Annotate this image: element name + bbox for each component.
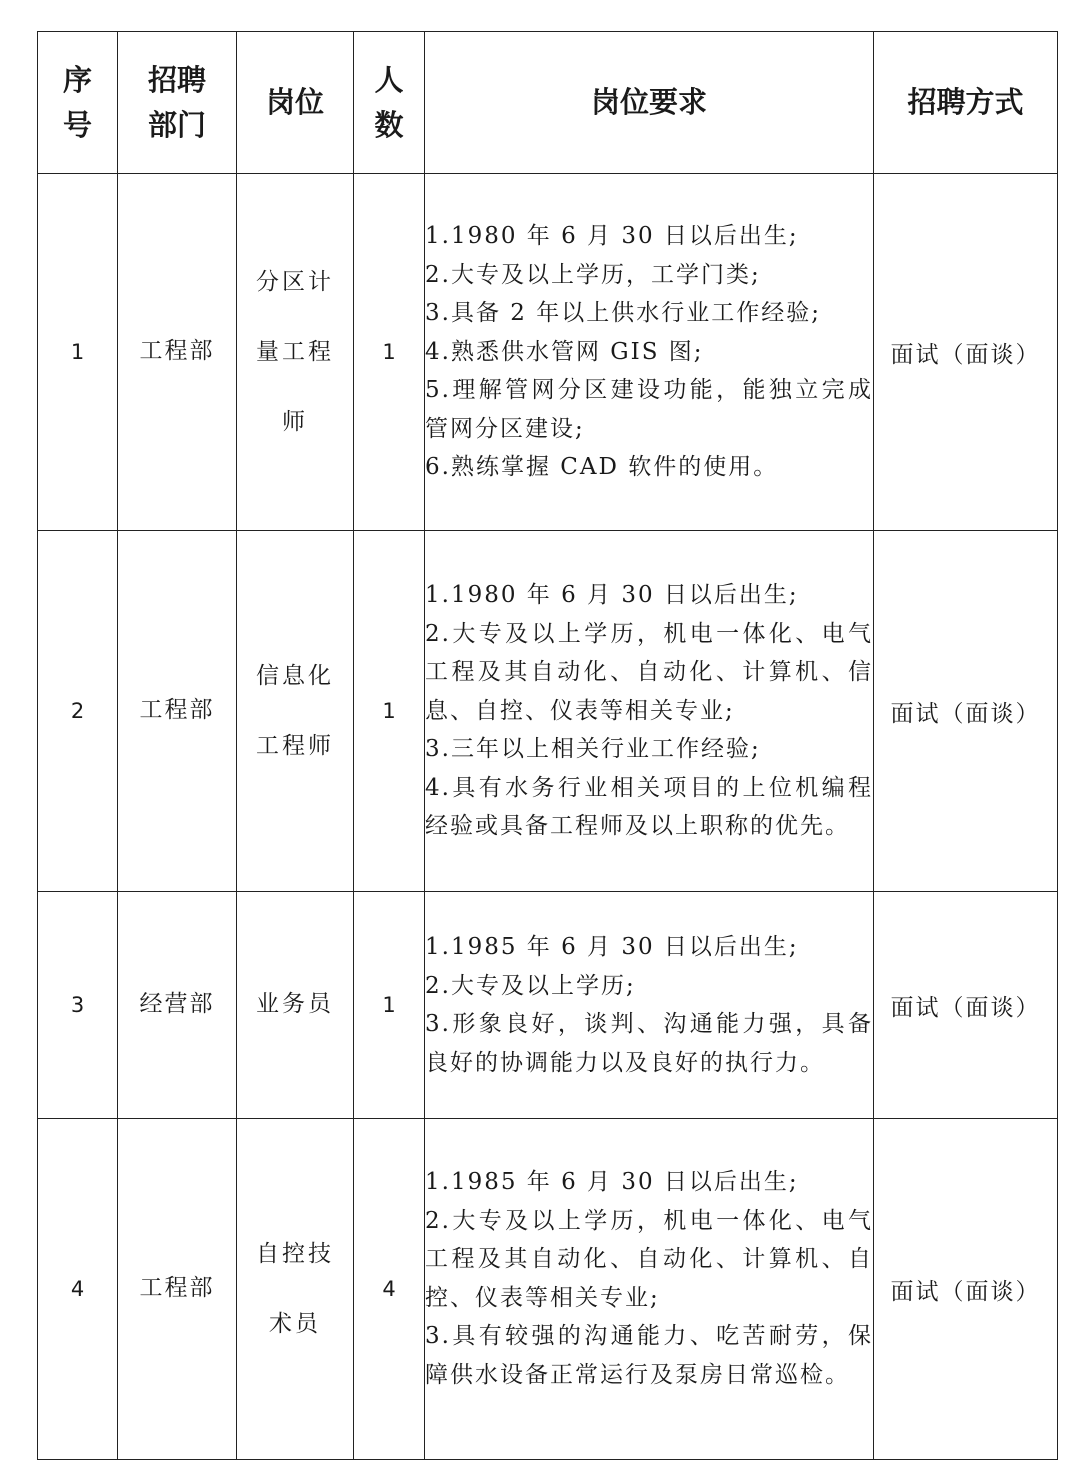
row-dept: 经营部 bbox=[118, 892, 237, 1119]
row-method: 面试（面谈） bbox=[874, 174, 1058, 531]
header-requirements: 岗位要求 bbox=[425, 32, 874, 174]
header-method: 招聘方式 bbox=[874, 32, 1058, 174]
row-position: 业务员 bbox=[237, 892, 354, 1119]
requirement-item: 3.三年以上相关行业工作经验; bbox=[425, 736, 761, 763]
table-row bbox=[38, 174, 1058, 531]
row-count: 1 bbox=[354, 174, 425, 531]
row-requirements bbox=[425, 1119, 874, 1460]
requirement-item: 3.具备 2 年以上供水行业工作经验; bbox=[425, 300, 821, 327]
row-no: 2 bbox=[38, 531, 118, 892]
header-row bbox=[38, 32, 1058, 174]
row-requirements bbox=[425, 892, 874, 1119]
row-method: 面试（面谈） bbox=[874, 1119, 1058, 1460]
row-dept: 工程部 bbox=[118, 174, 237, 531]
row-position: 分区计量工程师 bbox=[237, 174, 354, 531]
requirement-item: 2.大专及以上学历，工学门类; bbox=[425, 261, 761, 288]
row-count: 1 bbox=[354, 531, 425, 892]
requirement-item: 1.1980 年 6 月 30 日以后出生; bbox=[425, 223, 799, 250]
row-no: 1 bbox=[38, 174, 118, 531]
row-count: 1 bbox=[354, 892, 425, 1119]
requirement-item: 3.具有较强的沟通能力、吃苦耐劳，保障供水设备正常运行及泵房日常巡检。 bbox=[425, 1323, 873, 1388]
row-position: 自控技术员 bbox=[237, 1119, 354, 1460]
row-requirements bbox=[425, 174, 874, 531]
row-requirements bbox=[425, 531, 874, 892]
requirement-item: 2.大专及以上学历，机电一体化、电气工程及其自动化、自动化、计算机、信息、自控、仪表等相关专业; bbox=[425, 620, 873, 724]
requirement-item: 4.熟悉供水管网 GIS 图; bbox=[425, 338, 704, 365]
requirement-item: 2.大专及以上学历; bbox=[425, 972, 636, 999]
row-dept: 工程部 bbox=[118, 1119, 237, 1460]
row-no: 4 bbox=[38, 1119, 118, 1460]
requirement-item: 6.熟练掌握 CAD 软件的使用。 bbox=[425, 454, 779, 481]
header-count: 人数 bbox=[354, 32, 425, 174]
table-row bbox=[38, 531, 1058, 892]
requirement-item: 5.理解管网分区建设功能，能独立完成管网分区建设; bbox=[425, 377, 873, 442]
row-count: 4 bbox=[354, 1119, 425, 1460]
row-dept: 工程部 bbox=[118, 531, 237, 892]
header-dept: 招聘部门 bbox=[118, 32, 237, 174]
recruitment-table bbox=[37, 31, 1058, 1460]
requirement-item: 1.1980 年 6 月 30 日以后出生; bbox=[425, 582, 799, 609]
table-row bbox=[38, 1119, 1058, 1460]
row-method: 面试（面谈） bbox=[874, 892, 1058, 1119]
row-no: 3 bbox=[38, 892, 118, 1119]
requirement-item: 1.1985 年 6 月 30 日以后出生; bbox=[425, 1169, 799, 1195]
requirement-item: 4.具有水务行业相关项目的上位机编程经验或具备工程师及以上职称的优先。 bbox=[425, 774, 873, 840]
row-method: 面试（面谈） bbox=[874, 531, 1058, 892]
requirement-item: 3.形象良好，谈判、沟通能力强，具备良好的协调能力以及良好的执行力。 bbox=[425, 1011, 873, 1076]
requirement-item: 2.大专及以上学历，机电一体化、电气工程及其自动化、自动化、计算机、自控、仪表等相关专业; bbox=[425, 1207, 873, 1311]
header-no: 序号 bbox=[38, 32, 118, 174]
requirement-item: 1.1985 年 6 月 30 日以后出生; bbox=[425, 934, 799, 960]
header-position: 岗位 bbox=[237, 32, 354, 174]
table-row bbox=[38, 892, 1058, 1119]
row-position: 信息化工程师 bbox=[237, 531, 354, 892]
